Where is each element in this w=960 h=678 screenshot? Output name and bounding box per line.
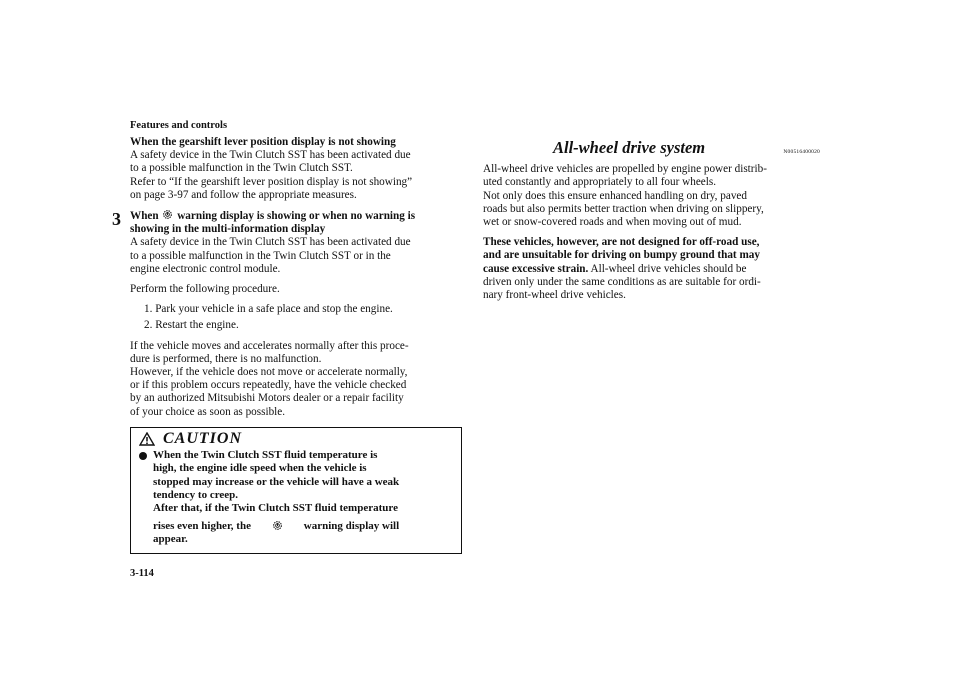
body-line: However, if the vehicle does not move or accelerate normally, [130,366,408,379]
heading-text: When [130,210,159,223]
section-heading [483,138,820,159]
caution-text [153,449,399,547]
awd-warning-paragraph [483,236,820,302]
body-line: to a possible malfunction in the Twin Clutch SST or in the [130,249,391,262]
bold-text: cause excessive strain. [483,262,589,275]
body-line: by an authorized Mitsubishi Motors dealer or a repair facility [130,392,404,405]
body-line: Refer to “If the gearshift lever position display is not showing” [130,175,413,188]
body-line: or if this problem occurs repeatedly, have the vehicle checked [130,379,407,392]
warning-display-heading [130,209,462,223]
caution-line: stopped may increase or the vehicle will have a weak [153,475,400,488]
normal-text: All-wheel drive vehicles should be [588,262,747,275]
body-line: of your choice as soon as possible. [130,405,286,418]
body-line: A safety device in the Twin Clutch SST has been activated due [130,149,411,162]
gearshift-display-heading: When the gearshift lever position display is not showing [130,136,396,148]
caution-item [139,449,453,547]
chapter-tab: 3 [112,209,121,229]
body-line: A safety device in the Twin Clutch SST has been activated due [130,236,411,249]
bullet-icon [139,452,147,460]
body-line: roads but also permits better traction when driving on slippery, [483,202,764,215]
body-line: driven only under the same conditions as are suitable for ordi- [483,275,761,288]
warning-display-heading-cont: showing in the multi-information display [130,223,326,236]
caution-line: After that, if the Twin Clutch SST fluid temperature [153,502,398,515]
body-line: uted constantly and appropriately to all four wheels. [483,176,717,189]
procedure-step: 1. Park your vehicle in a safe place and stop the engine. [144,303,393,316]
body-line: nary front-wheel drive vehicles. [483,289,626,302]
body-line: All-wheel drive vehicles are propelled by engine power distrib- [483,163,767,176]
warning-triangle-icon [139,432,155,446]
body-line: to a possible malfunction in the Twin Clutch SST. [130,162,353,175]
right-column [483,138,820,309]
gear-warning-icon [272,520,283,531]
warning-display-section [130,209,462,276]
body-line: on page 3-97 and follow the appropriate measures. [130,188,357,201]
section-title: All-wheel drive system [553,138,706,157]
caution-line-part: rises even higher, the [153,519,251,532]
body-line: wet or snow-covered roads and when moving out of mud. [483,216,742,229]
body-line: Not only does this ensure enhanced handling on dry, paved [483,189,747,202]
page-number: 3-114 [130,568,154,579]
body-line-bold: These vehicles, however, are not designed for off-road use, [483,236,760,249]
left-column [130,136,462,554]
caution-title: CAUTION [163,430,243,448]
caution-line [153,520,399,533]
section-code: N00516400020 [783,149,820,155]
caution-line: appear. [153,533,188,546]
body-line-mixed [483,263,820,276]
body-line-bold: and are unsuitable for driving on bumpy ground that may [483,249,760,262]
body-line: dure is performed, there is no malfunction. [130,352,322,365]
gear-warning-icon [162,209,173,220]
procedure-intro: Perform the following procedure. [130,283,280,296]
body-line: If the vehicle moves and accelerates normally after this proce- [130,339,409,352]
outcome-paragraph [130,340,462,419]
procedure-step: 2. Restart the engine. [144,319,239,332]
heading-text: warning display is showing or when no warning is [177,210,416,223]
gearshift-display-section [130,136,462,202]
caution-line-part: warning display will [303,519,400,532]
running-header: Features and controls [130,120,228,131]
caution-line: When the Twin Clutch SST fluid temperature is [153,448,378,461]
procedure-steps [144,303,462,332]
caution-header [139,432,453,446]
awd-intro-paragraph [483,163,820,229]
caution-line: tendency to creep. [153,489,239,502]
caution-box [130,427,462,554]
body-line: engine electronic control module. [130,262,281,275]
caution-line: high, the engine idle speed when the vehicle is [153,462,367,475]
